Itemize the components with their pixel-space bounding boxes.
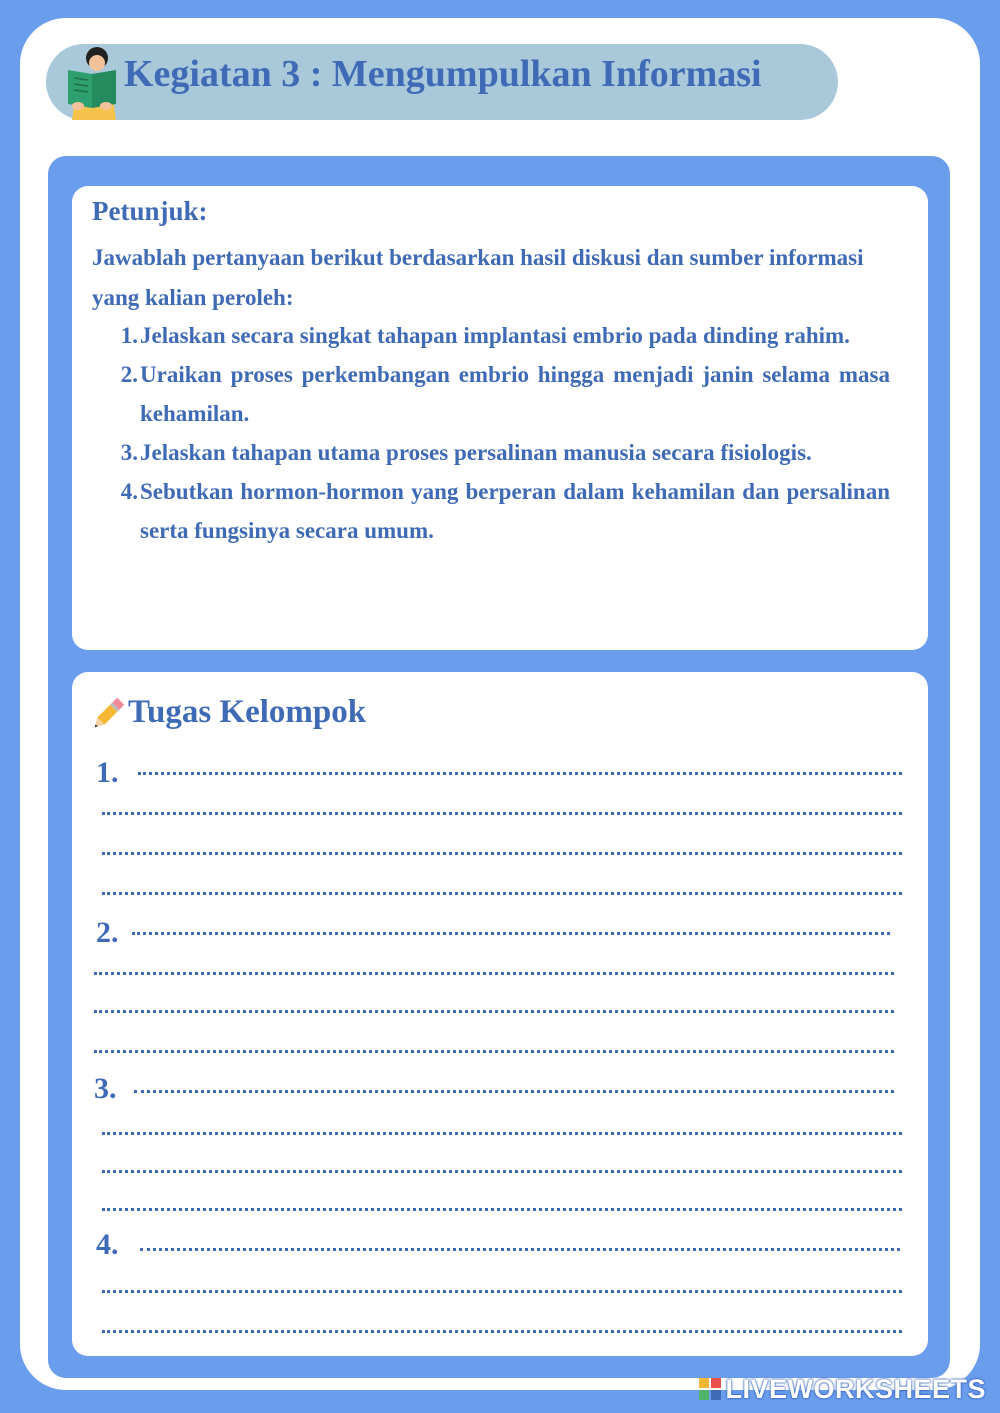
- question-number: 1.: [120, 323, 138, 348]
- answer-line[interactable]: [94, 1050, 894, 1053]
- answer-number: 4.: [96, 1228, 119, 1261]
- answer-number: 3.: [94, 1072, 117, 1105]
- answer-line[interactable]: [132, 932, 890, 935]
- question-text: Jelaskan secara singkat tahapan implantasi embrio pada dinding rahim.: [140, 323, 850, 348]
- instructions-heading: Petunjuk:: [92, 196, 208, 226]
- answer-line[interactable]: [140, 1248, 900, 1251]
- answer-line[interactable]: [134, 1090, 894, 1093]
- task-heading: Tugas Kelompok: [128, 694, 367, 730]
- question-text: Jelaskan tahapan utama proses persalinan manusia secara fisiologis.: [140, 440, 812, 465]
- answer-number: 2.: [96, 916, 119, 949]
- question-number: 4.: [120, 479, 138, 504]
- question-number: 2.: [120, 362, 138, 387]
- question-item: [92, 355, 890, 433]
- answer-line[interactable]: [102, 852, 902, 855]
- question-text: Uraikan proses perkembangan embrio hingga menjadi janin selama masa kehamilan.: [140, 362, 890, 426]
- person-reading-book-icon: [62, 44, 120, 120]
- answer-line[interactable]: [102, 1132, 902, 1135]
- answer-line[interactable]: [102, 1170, 902, 1173]
- liveworksheets-logo-icon: [698, 1377, 722, 1401]
- answer-line[interactable]: [102, 1208, 902, 1211]
- question-item: [92, 472, 890, 550]
- brand-text: LIVEWORKSHEETS: [725, 1373, 986, 1404]
- page-title: Kegiatan 3 : Mengumpulkan Informasi: [124, 53, 762, 95]
- question-list: [92, 316, 890, 550]
- answer-line[interactable]: [94, 1010, 894, 1013]
- answer-line[interactable]: [102, 892, 902, 895]
- question-item: [92, 433, 890, 472]
- answer-line[interactable]: [138, 772, 902, 775]
- answer-line[interactable]: [102, 1330, 902, 1333]
- liveworksheets-brand: [698, 1374, 986, 1404]
- answer-line[interactable]: [102, 1290, 902, 1293]
- pencil-icon: [88, 694, 128, 734]
- question-text: Sebutkan hormon-hormon yang berperan dalam kehamilan dan persalinan serta fungsinya secara umum.: [140, 479, 890, 543]
- question-number: 3.: [120, 440, 138, 465]
- answer-line[interactable]: [94, 972, 894, 975]
- answer-line[interactable]: [102, 812, 902, 815]
- answer-number: 1.: [96, 756, 119, 789]
- instructions-intro: Jawablah pertanyaan berikut berdasarkan hasil diskusi dan sumber informasi yang kalian peroleh:: [92, 245, 864, 310]
- question-item: [92, 316, 890, 355]
